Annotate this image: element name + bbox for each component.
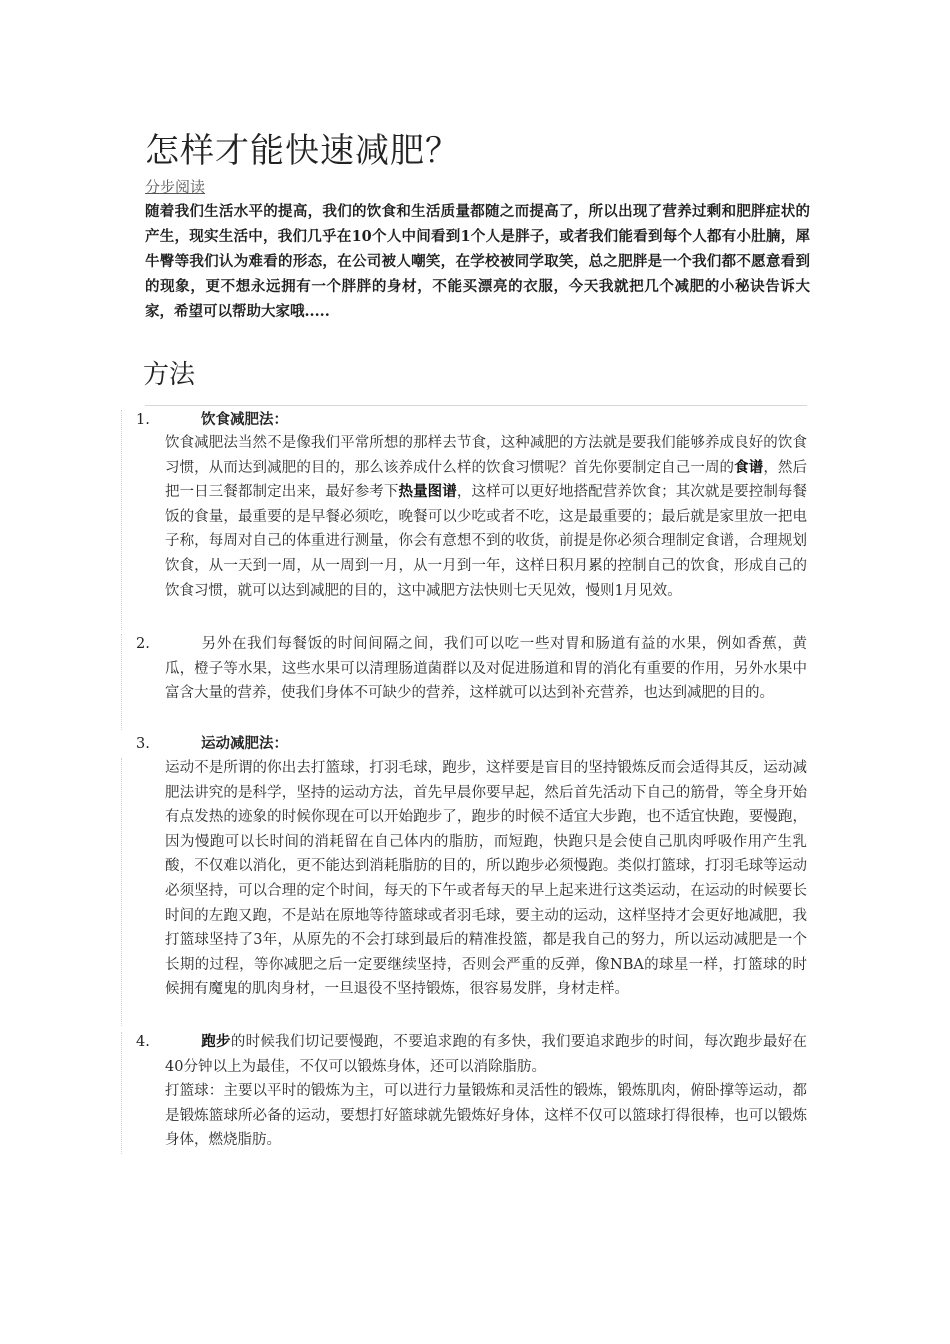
step-text-bold: 食谱 [734,458,764,476]
step-text-bold: 热量图谱 [398,483,457,501]
step-guide-line [121,1032,122,1154]
method-heading: 方法 [143,360,196,390]
step-number: 1. [136,412,150,428]
step-text [165,431,807,603]
step-text-part: 另外在我们每餐饭的时间间隔之间，我们可以吃一些对胃和肠道有益的水果，例如香蕉，黄瓜，橙子等水果，这些水果可以清理肠道菌群以及对促进肠道和胃的消化有重要的作用，另外水果中富含大量的营养，使我们身体不可缺少的营养，这样就可以达到补充营养，也达到减肥的目的。 [165,636,807,702]
step-text [165,1030,807,1079]
step-heading: 饮食减肥法： [201,411,288,428]
step-guide-line [121,758,122,1026]
step-guide-line [121,634,122,730]
section-divider [145,405,807,406]
step-text: 打篮球：主要以平时的锻炼为主，可以进行力量锻炼和灵活性的锻炼，锻炼肌肉，俯卧撑等运动，都是锻炼篮球所必备的运动，要想打好篮球就先锻炼好身体，这样不仅可以篮球打得很棒，也可以锻炼身体，燃烧脂肪。 [165,1083,807,1149]
step-text-bold: 跑步 [201,1033,231,1050]
step-number: 3. [136,736,150,752]
article-title: 怎样才能快速减肥？ [145,131,460,171]
step-guide-line [121,410,122,630]
step-read-link[interactable]: 分步阅读 [145,178,206,196]
step-text-part: 饮食减肥法当然不是像我们平常所想的那样去节食，这种减肥的方法就是要我们能够养成良好的饮食习惯，从而达到减肥的目的，那么该养成什么样的饮食习惯呢？首先你要制定自己一周的 [165,435,807,476]
step-number: 2. [136,636,150,652]
step-text-part: ，这样可以更好地搭配营养饮食；其次就是要控制每餐饭的食量，最重要的是早餐必须吃，晚餐可以少吃或者不吃，这是最重要的；最后就是家里放一把电子称，每周对自己的体重进行测量，你会有意想不到的收货，前提是你必须合理制定食谱，合理规划饮食，从一天到一周，从一周到一月，从一月到一年，这样日积月累的控制自己的饮食，形成自己的饮食习惯，就可以达到减肥的目的，这中减肥方法快则七天见效，慢则1月见效。 [165,484,808,599]
article-intro: 随着我们生活水平的提高，我们的饮食和生活质量都随之而提高了，所以出现了营养过剩和肥胖症状的产生，现实生活中，我们几乎在10个人中间看到1个人是胖子，或者我们能看到每个人都有小肚腩，犀牛臀等我们认为难看的形态，在公司被人嘲笑，在学校被同学取笑，总之肥胖是一个我们都不愿意看到的现象，更不想永远拥有一个胖胖的身材，不能买漂亮的衣服，今天我就把几个减肥的小秘诀告诉大家，希望可以帮助大家哦..... [145,203,810,320]
step-text [165,632,807,706]
step-text: 运动不是所谓的你出去打篮球，打羽毛球，跑步，这样要是盲目的坚持锻炼反而会适得其反，运动减肥法讲究的是科学，坚持的运动方法，首先早晨你要早起，然后首先活动下自己的筋骨，等全身开始有点发热的迹象的时候你现在可以开始跑步了，跑步的时候不适宜大步跑，也不适宜快跑，要慢跑，因为慢跑可以长时间的消耗留在自己体内的脂肪，而短跑，快跑只是会使自己肌肉呼吸作用产生乳酸，不仅难以消化，更不能达到消耗脂肪的目的，所以跑步必须慢跑。类似打篮球，打羽毛球等运动必须坚持，可以合理的定个时间，每天的下午或者每天的早上起来进行这类运动，在运动的时候要长时间的左跑又跑，不是站在原地等待篮球或者羽毛球，要主动的运动，这样坚持才会更好地减肥，我打篮球坚持了3年，从原先的不会打球到最后的精准投篮，都是我自己的努力，所以运动减肥是一个长期的过程，等你减肥之后一定要继续坚持，否则会严重的反弹，像NBA的球星一样，打篮球的时候拥有魔鬼的肌肉身材，一旦退役不坚持锻炼，很容易发胖，身材走样。 [165,760,807,998]
step-number: 4. [136,1034,150,1050]
step-text-part: ，然后把一日三餐都制定出来，最好参考下 [165,459,807,501]
step-text-part: 的时候我们切记要慢跑，不要追求跑的有多快，我们要追求跑步的时间，每次跑步最好在40分钟以上为最佳，不仅可以锻炼身体，还可以消除脂肪。 [165,1034,807,1075]
step-heading: 运动减肥法： [201,735,288,752]
